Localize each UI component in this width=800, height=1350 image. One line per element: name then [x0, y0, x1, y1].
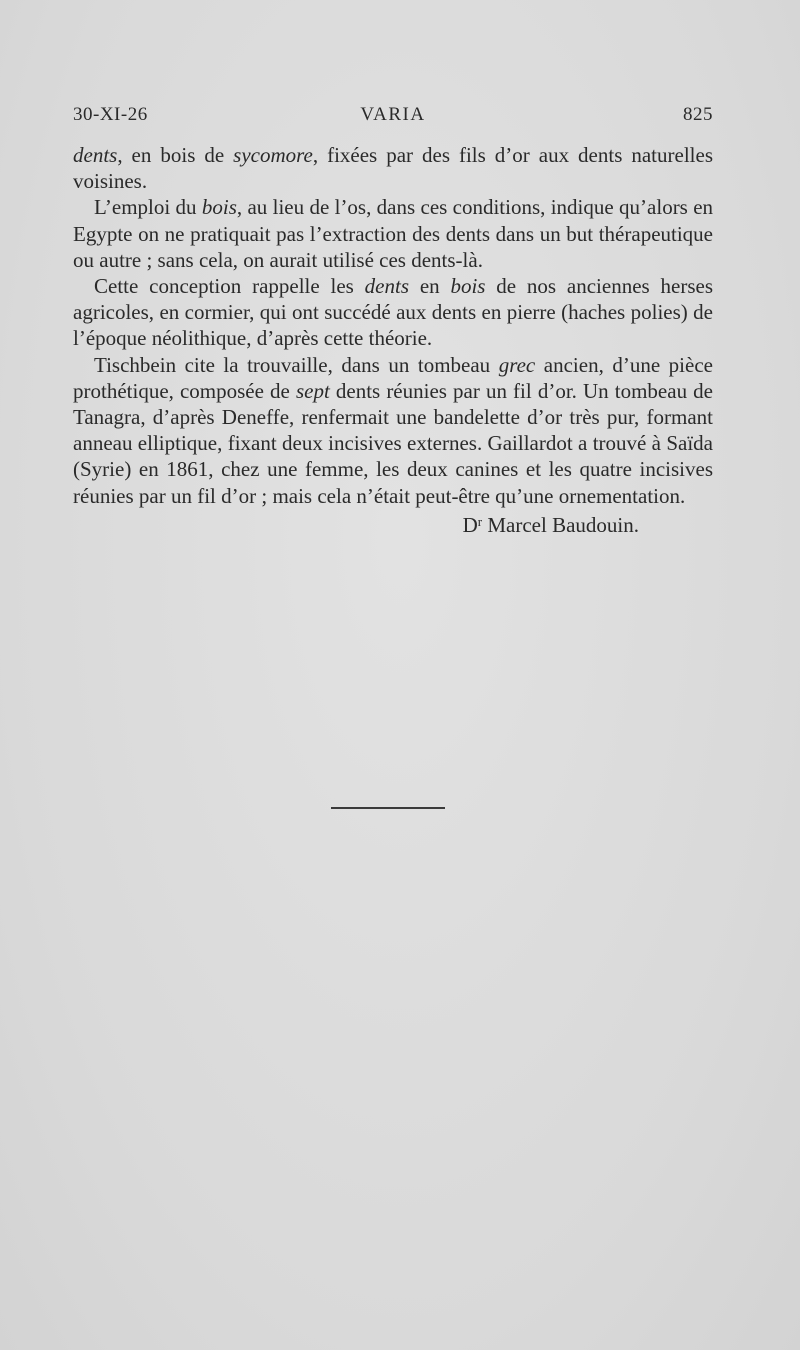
text-run: ancien, d’une pièce prothétique, composée de [73, 352, 713, 403]
italic-text: sept [295, 378, 330, 403]
text-run: en [409, 274, 451, 299]
text-run: de nos anciennes herses agricoles, en cormier, qui ont succédé aux dents en pierre (haches polies) de l’époque néolithique, d’après cette théorie. [73, 274, 713, 351]
paragraph [73, 194, 713, 273]
text-run: , en bois de [117, 143, 234, 167]
signature-title-superscript: r [477, 513, 483, 529]
italic-text: dents [364, 274, 409, 299]
article-body [73, 142, 713, 538]
running-head [73, 104, 713, 130]
italic-text: bois [450, 274, 486, 299]
text-run: Tischbein cite la trouvaille, dans un tombeau [94, 352, 499, 377]
text-run: , au lieu de l’os, dans ces conditions, indique qu’alors en Egypte on ne pratiquait pas l’extraction des dents dans un but thérapeutique ou autre ; sans cela, on aurait utilisé ces dents-là. [73, 195, 714, 272]
section-divider [331, 807, 445, 809]
paragraph [73, 273, 713, 352]
page-number: 825 [683, 104, 713, 125]
paragraph [73, 142, 713, 194]
author-signature [73, 509, 713, 538]
paragraph [73, 352, 713, 509]
italic-text: grec [498, 352, 536, 377]
italic-text: sycomore [233, 143, 313, 167]
italic-text: dents [73, 143, 118, 167]
text-run: dents réunies par un fil d’or. Un tombeau de Tanagra, d’après Deneffe, renfermait une bandelette d’or très pur, formant anneau elliptique, fixant deux incisives externes. Gaillardot a trouvé à Saïda (Syrie) en 1861, chez une femme, les deux canines et les quatre incisives réunies par un fil d’or ; mais cela n’était peut-être qu’une ornementation. [73, 378, 713, 508]
signature-title: D [462, 512, 478, 537]
text-run: , fixées par des fils d’or aux dents naturelles voisines. [73, 143, 713, 194]
italic-text: bois [201, 195, 237, 220]
text-run: Cette conception rappelle les [94, 274, 365, 299]
section-title: VARIA [360, 104, 426, 125]
signature-name: Marcel Baudouin. [482, 512, 639, 537]
text-run: L’emploi du [94, 195, 202, 220]
header-date: 30-XI-26 [73, 104, 148, 125]
